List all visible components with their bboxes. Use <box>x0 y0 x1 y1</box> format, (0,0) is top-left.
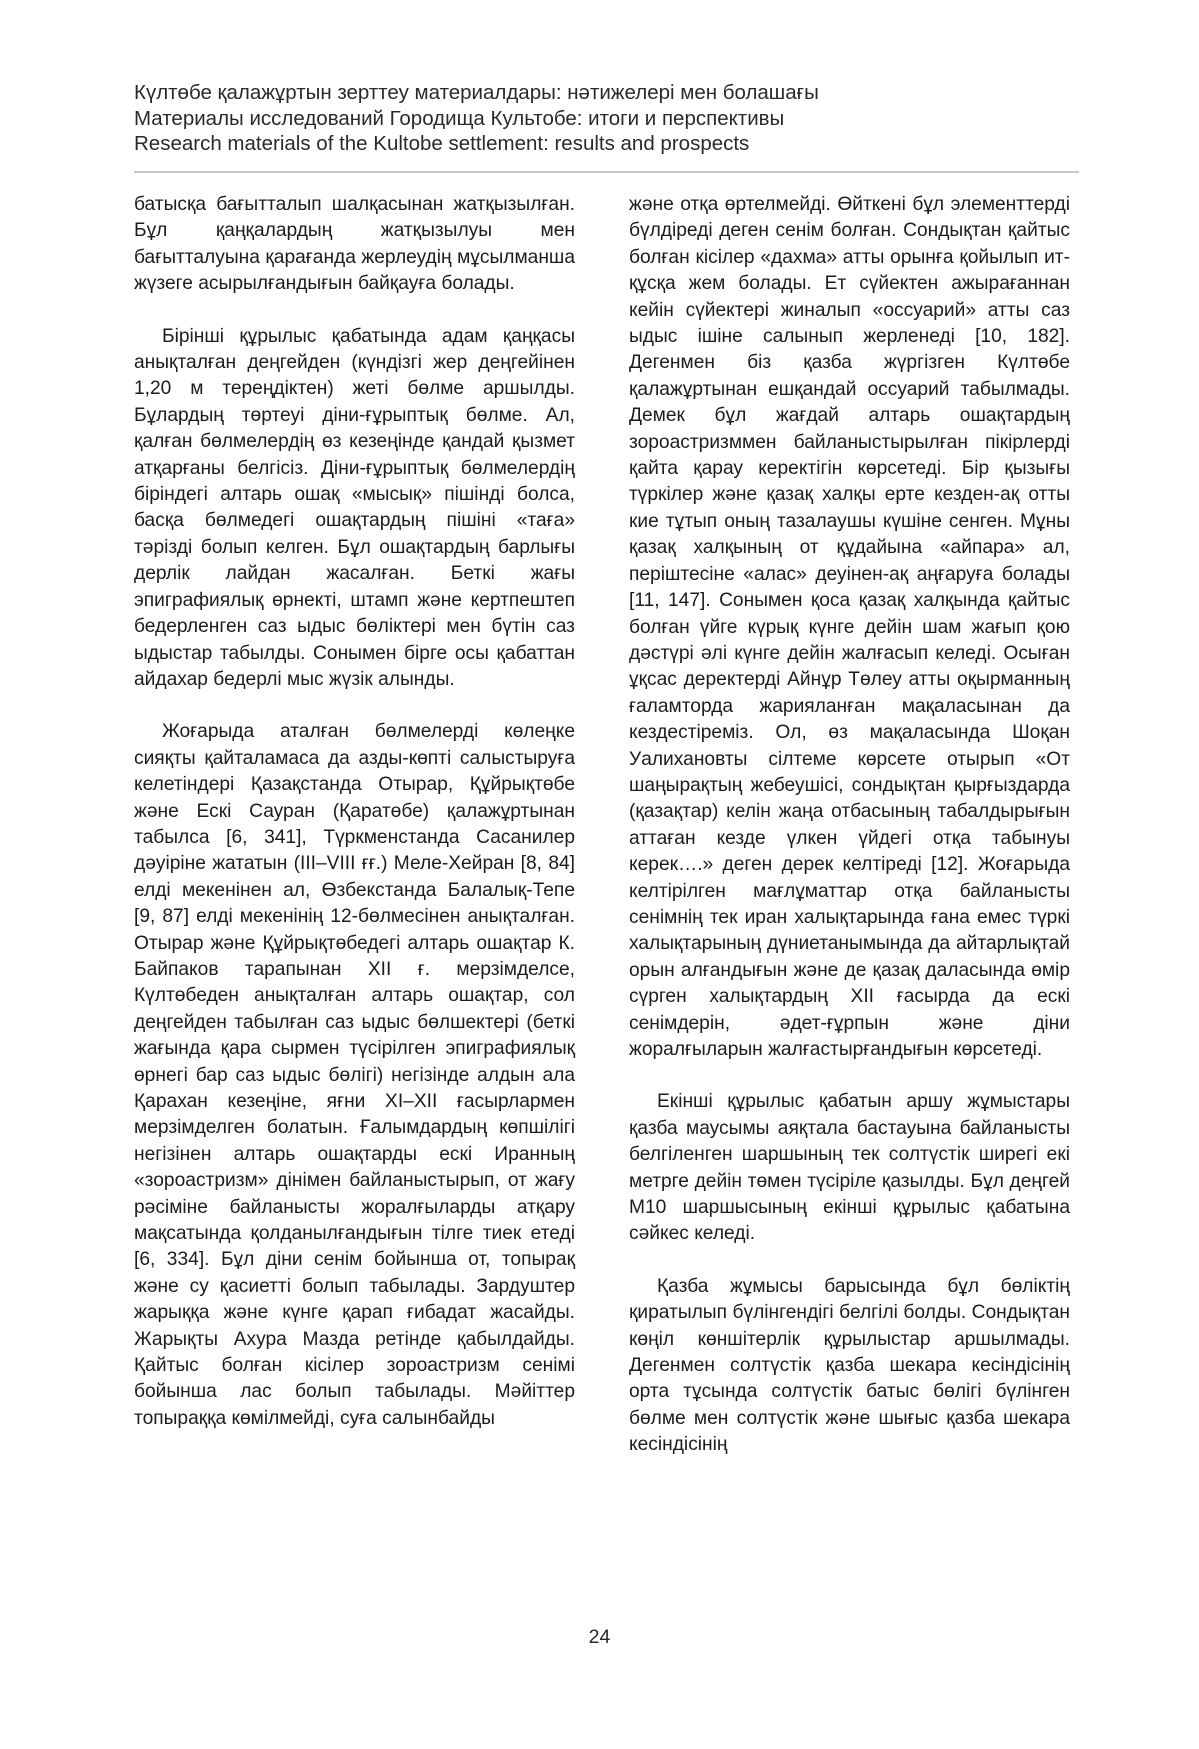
running-header <box>134 80 1074 157</box>
left-column <box>134 192 575 1432</box>
right-column <box>629 192 1070 1459</box>
page-number: 24 <box>588 1626 611 1648</box>
paragraph: Бірінші құрылыс қабатында адам қаңқасы анықталған деңгейден (күндізгі жер деңгейінен 1,20 м тереңдіктен) жеті бөлме аршылды. Бұлардың төртеуі діни-ғұрыптық бөлме. Ал, қалған бөлмелердің өз кезеңінде қандай қызмет атқарғаны белгісіз. Діни-ғұрыптық бөлмелердің біріндегі алтарь ошақ «мысық» пішінді болса, басқа бөлмедегі ошақтардың пішіні «таға» тәрізді болып келген. Бұл ошақтардың барлығы дерлік лайдан жасалған. Беткі жағы эпиграфиялық өрнекті, штамп және кертпештеп бедерленген саз ыдыс бөліктері мен бүтін саз ыдыстар табылды. Сонымен бірге осы қабаттан айдахар бедерлі мыс жүзік алынды. <box>134 325 575 690</box>
header-title-english: Research materials of the Kultobe settlement: results and prospects <box>134 132 750 155</box>
paragraph: және отқа өртелмейді. Өйткені бұл элементтерді бүлдіреді деген сенім болған. Сондықтан қайтыс болған кісілер «дахма» атты орынға қойылып ит-құсқа жем болады. Ет сүйектен ажырағаннан кейін сүйектері жиналып «оссуарий» атты саз ыдыс ішіне салынып жерленеді [10, 182]. Дегенмен біз қазба жүргізген Күлтөбе қалажұртынан ешқандай оссуарий табылмады. Демек бұл жағдай алтарь ошақтардың зороастризммен байланыстырылған пікірлерді қайта қарау керектігін көрсетеді. Бір қызығы түркілер және қазақ халқы ерте кезден-ақ отты кие тұтып оның тазалаушы күшіне сенген. Мұны қазақ халқының от құдайына «айпара» ал, періштесіне «алас» деуінен-ақ аңғаруға болады [11, 147]. Сонымен қоса қазақ халқында қайтыс болған үйге күрық күнге дейін шам жағып қою дәстүрі әлі күнге дейін жалғасып келеді. Осыған ұқсас деректерді Айнұр Төлеу атты оқырманның ғаламторда жарияланған мақаласынан да кездестіреміз. Ол, өз мақаласында Шоқан Уалихановты сілтеме көрсете отырып «От шаңырақтың жебеушісі, сондықтан қырғыздарда (қазақтар) келін жаңа отбасының табалдырығын аттаған кезде үлкен үйдегі отқа табынуы керек….» деген дерек келтіреді [12]. Жоғарыда келтірілген мағлұматтар отқа байланысты сенімнің тек иран халықтарында ғана емес түркі халықтарының дүниетанымында да айтарлықтай орын алғандығын және де қазақ даласында өмір сүрген халықтардың XII ғасырда да ескі сенімдерін, әдет-ғұрпын және діни жоралғыларын жалғастырғандығын көрсетеді. <box>629 194 1070 1060</box>
header-divider <box>134 171 1079 173</box>
header-title-russian: Материалы исследований Городища Культобе: итоги и перспективы <box>134 106 785 130</box>
header-title-kazakh: Күлтөбе қалажұртын зерттеу материалдары: нәтижелері мен болашағы <box>134 81 819 104</box>
paragraph: Жоғарыда аталған бөлмелерді көлеңке сияқты қайталамаса да азды-көпті салыстыруға келетіндері Қазақстанда Отырар, Құйрықтөбе және Ескі Сауран (Қаратөбе) қалажұртынан табылса [6, 341], Түркменстанда Сасанилер дәуіріне жататын (III–VIII ғғ.) Меле-Хейран [8, 84] елді мекенінен ал, Өзбекстанда Балалық-Тепе [9, 87] елді мекенінің 12-бөлмесінен анықталған. Отырар және Құйрықтөбедегі алтарь ошақтар К. Байпаков тарапынан XII ғ. мерзімделсе, Күлтөбеден анықталған алтарь ошақтар, сол деңгейден табылған саз ыдыс бөлшектері (беткі жағында қара сырмен түсірілген эпиграфиялық өрнегі бар саз ыдыс бөлігі) негізінде алдын ала Қарахан кезеңіне, яғни XI–XII ғасырлармен мерзімделген болатын. Ғалымдардың көпшілігі негізінен алтарь ошақтарды ескі Иранның «зороастризм» дінімен байланыстырып, от жағу рәсіміне байланысты жоралғыларды атқару мақсатында қолданылғандығын тілге тиек етеді [6, 334]. Бұл діни сенім бойынша от, топырақ және су қасиетті болып табылады. Зардуштер жарыққа және күнге қарап ғибадат жасайды. Жарықты Ахура Мазда ретінде қабылдайды. Қайтыс болған кісілер зороастризм сенімі бойынша лас болып табылады. Мәйіттер топыраққа көмілмейді, суға салынбайды <box>134 721 575 1429</box>
paragraph: Екінші құрылыс қабатын аршу жұмыстары қазба маусымы аяқтала бастауына байланысты белгіленген шаршының тек солтүстік ширегі екі метрге дейін төмен түсіріле қазылды. Бұл деңгей М10 шаршысының екінші құрылыс қабатына сәйкес келеді. <box>629 1091 1070 1245</box>
paragraph: Қазба жұмысы барысында бұл бөліктің қиратылып бүлінгендігі белгілі болды. Сондықтан көңіл көншітерлік құрылыстар аршылмады. Дегенмен солтүстік қазба шекара кесіндісінің орта тұсында солтүстік батыс бөлігі бүлінген бөлме мен солтүстік және шығыс қазба шекара кесіндісінің <box>629 1275 1070 1456</box>
paragraph: батысқа бағытталып шалқасынан жатқызылған. Бұл қаңқалардың жатқызылуы мен бағытталуына қарағанда жерлеудің мұсылманша жүзеге асырылғандығын байқауға болады. <box>134 194 575 295</box>
